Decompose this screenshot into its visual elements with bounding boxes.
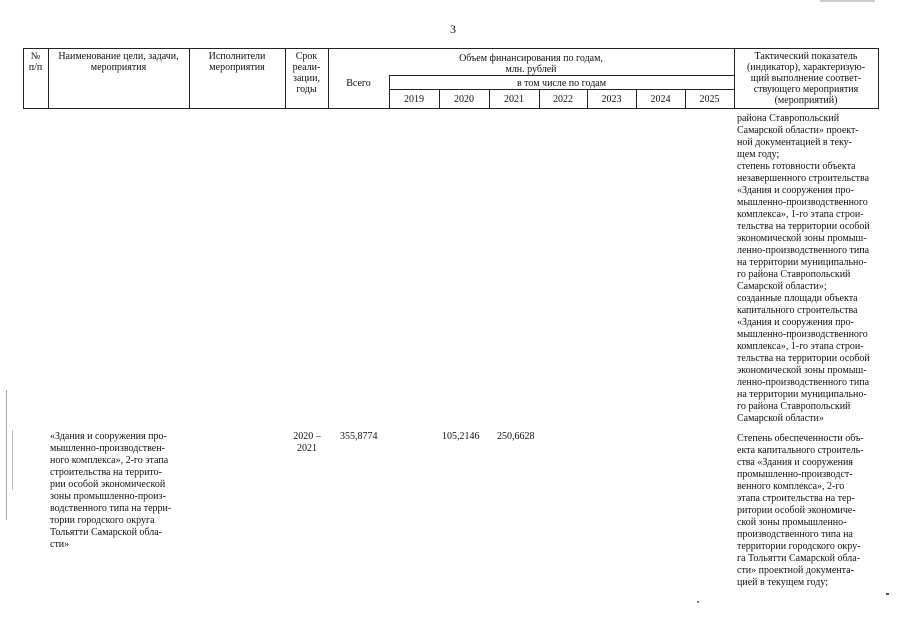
header-year-2021: 2021 <box>504 94 524 105</box>
row-indicator: Степень обеспеченности объ- екта капитального строитель- ства «Здания и сооружения промышленно-производст- венного комплекса», 2-го этапа строительства на тер- ритории особой экономиче- ской зоны промышленно- производственного типа на территории городского окру- га Тольятти Самарской обла- сти» проектной документа- цией в текущем году; <box>737 433 864 588</box>
header-top-line <box>23 48 879 49</box>
header-year-2020: 2020 <box>454 94 474 105</box>
scan-dot <box>886 593 889 595</box>
header-executors: Исполнители мероприятия <box>208 51 266 73</box>
scan-edge-mark <box>6 390 7 520</box>
row-2020: 105,2146 <box>442 431 480 442</box>
row-total: 355,8774 <box>340 431 378 442</box>
header-including: в том числе по годам <box>516 78 607 89</box>
header-years-line <box>389 89 734 90</box>
scan-edge-mark <box>12 430 13 490</box>
header-name: Наименование цели, задачи, мероприятия <box>58 51 179 73</box>
header-mid-line <box>389 75 734 76</box>
row-2021: 250,6628 <box>497 431 535 442</box>
grid-vline <box>878 48 879 108</box>
header-year-2025: 2025 <box>699 94 720 105</box>
scan-top-mark <box>820 0 875 2</box>
header-year-2022: 2022 <box>553 94 573 105</box>
header-num: № п/п <box>28 51 43 73</box>
header-financing: Объем финансирования по годам, млн. рублей <box>459 53 603 75</box>
row-name: «Здания и сооружения про- мышленно-производствен- ного комплекса», 2-го этапа строительства на террито- рии особой экономической зоны промышленно-произ- водственного типа на терри- тории городского округа Тольятти Самарской обла- сти» <box>50 431 172 550</box>
row-term: 2020 – 2021 <box>293 431 321 454</box>
header-indicator: Тактический показатель (индикатор), характеризую- щий выполнение соответ- ствующего мероприятия (мероприятий) <box>746 51 866 106</box>
header-bottom-line <box>23 108 879 109</box>
scan-dot <box>697 601 699 603</box>
header-year-2023: 2023 <box>601 94 622 105</box>
header-year-2024: 2024 <box>650 94 671 105</box>
header-year-2019: 2019 <box>404 94 424 105</box>
indicator-continued-text: района Ставропольский Самарской области» проект- ной документацией в теку- щем году; степень готовности объекта незавершенного строительства «Здания и сооружения про- мышленно-производственного комплекса», 1-го этапа строи- тельства на территории особой экономической зоны промыш- ленно-производственного типа на территории муниципально- го района Ставропольский Самарской области»; созданные площади объекта капитального строительства «Здания и сооружения про- мышленно-производственного комплекса», 1-го этапа строи- тельства на территории особой экономической зоны промыш- ленно-производственного типа на территории муниципально- го района Ставропольский Самарской области» <box>737 113 870 424</box>
header-total: Всего <box>346 78 371 89</box>
page-number: 3 <box>450 22 456 36</box>
header-term: Срок реали- зации, годы <box>292 51 321 95</box>
